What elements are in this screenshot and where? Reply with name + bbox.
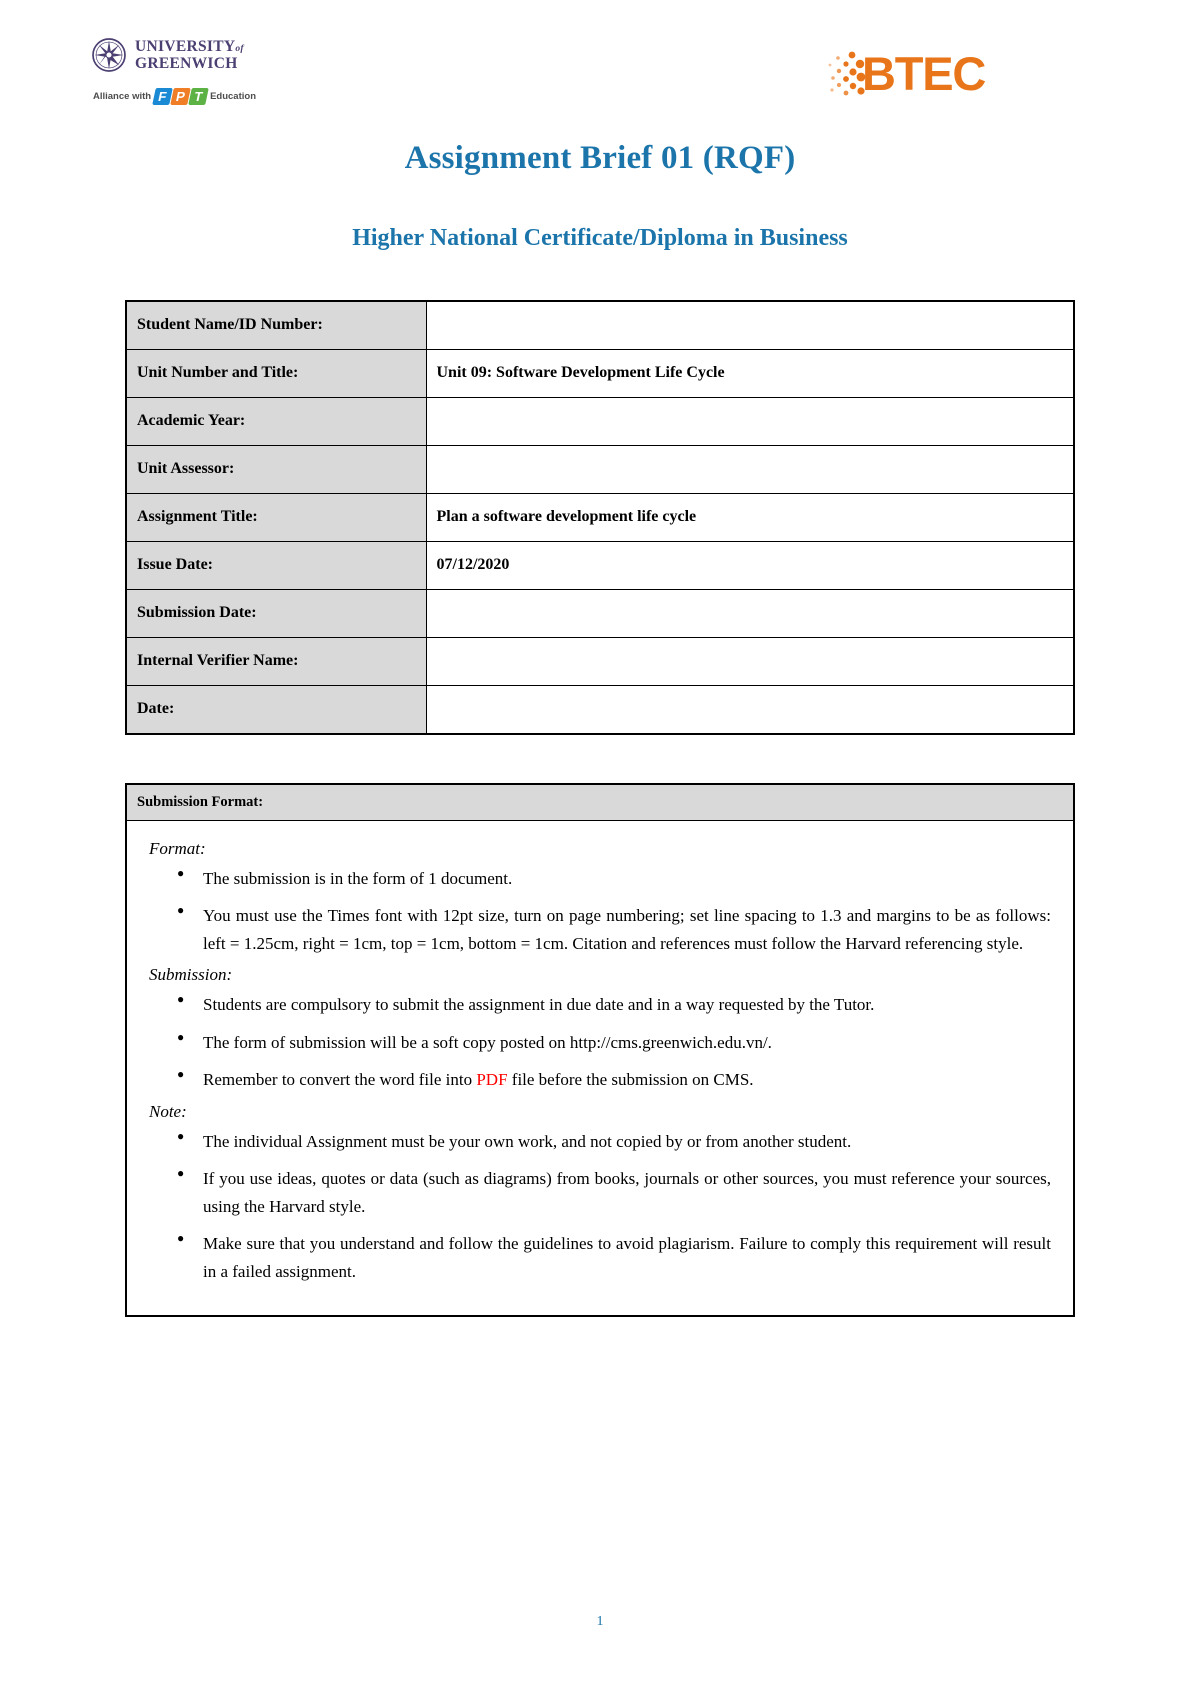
info-label-submission-date: Submission Date: <box>126 589 426 637</box>
submission-format-body-row <box>126 820 1074 1316</box>
compass-rose-icon <box>92 38 126 72</box>
university-logo-line2: GREENWICH <box>135 54 238 72</box>
pdf-item-text-after: file before the submission on CMS. <box>507 1070 754 1090</box>
info-label-internal-verifier: Internal Verifier Name: <box>126 637 426 685</box>
page-subtitle: Higher National Certificate/Diploma in Business <box>352 225 848 251</box>
section-label-note: Note: <box>149 1101 187 1121</box>
submission-format-table <box>125 783 1075 1317</box>
fpt-prefix-label: Alliance with <box>93 91 152 102</box>
info-value-student-name[interactable] <box>426 301 1074 349</box>
section-label-submission: Submission: <box>149 965 233 985</box>
info-label-academic-year: Academic Year: <box>126 397 426 445</box>
info-label-student-name: Student Name/ID Number: <box>126 301 426 349</box>
university-of-greenwich-logo <box>92 38 244 72</box>
list-item: ● The form of submission will be a soft copy posted on http://cms.greenwich.edu.vn/. <box>201 1029 1051 1057</box>
pixel-dots-icon <box>822 51 866 97</box>
info-value-unit-assessor[interactable] <box>426 445 1074 493</box>
table-row <box>126 589 1074 637</box>
info-label-assignment-title: Assignment Title: <box>126 493 426 541</box>
info-value-internal-verifier[interactable] <box>426 637 1074 685</box>
list-item: ● Make sure that you understand and follow the guidelines to avoid plagiarism. Failure to comply this requirement will result in a failed assignment. <box>201 1230 1051 1285</box>
submission-format-body <box>126 820 1074 1316</box>
info-value-date[interactable] <box>426 685 1074 734</box>
page-number: 1 <box>596 1614 604 1629</box>
list-item: ● If you use ideas, quotes or data (such as diagrams) from books, journals or other sources, you must reference your sources, using the Harvard style. <box>201 1165 1051 1220</box>
list-item: ● Students are compulsory to submit the assignment in due date and in a way requested by the Tutor. <box>201 991 1051 1019</box>
info-value-unit-number[interactable]: Unit 09: Software Development Life Cycle <box>426 349 1074 397</box>
list-item: ● The individual Assignment must be your own work, and not copied by or from another student. <box>201 1128 1051 1156</box>
table-row <box>126 349 1074 397</box>
format-bullet-list <box>149 865 1051 958</box>
table-row <box>126 397 1074 445</box>
btec-logo <box>822 47 986 100</box>
info-label-issue-date: Issue Date: <box>126 541 426 589</box>
table-row <box>126 637 1074 685</box>
assignment-info-table <box>125 300 1075 735</box>
fpt-education-logo <box>93 88 256 105</box>
fpt-letter-marks <box>154 88 207 105</box>
list-item <box>201 1066 1051 1094</box>
submission-format-header-row <box>126 784 1074 820</box>
pdf-item-text-before: Remember to convert the word file into <box>203 1070 477 1090</box>
submission-bullet-list <box>149 991 1051 1094</box>
university-logo-text <box>135 39 244 71</box>
fpt-letter-f: F <box>152 88 173 105</box>
section-label-format: Format: <box>149 838 206 858</box>
university-logo-of: of <box>235 44 244 54</box>
info-label-unit-number: Unit Number and Title: <box>126 349 426 397</box>
info-value-submission-date[interactable] <box>426 589 1074 637</box>
table-row <box>126 541 1074 589</box>
info-value-issue-date[interactable]: 07/12/2020 <box>426 541 1074 589</box>
info-value-academic-year[interactable] <box>426 397 1074 445</box>
table-row <box>126 493 1074 541</box>
table-row <box>126 685 1074 734</box>
btec-wordmark: BTEC <box>862 47 986 100</box>
note-bullet-list <box>149 1128 1051 1286</box>
table-row <box>126 301 1074 349</box>
table-row <box>126 445 1074 493</box>
university-logo-line1: UNIVERSITYof <box>135 38 244 55</box>
fpt-letter-t: T <box>188 88 209 105</box>
fpt-letter-p: P <box>170 88 191 105</box>
page-header <box>0 0 1200 118</box>
info-value-assignment-title[interactable]: Plan a software development life cycle <box>426 493 1074 541</box>
page-title: Assignment Brief 01 (RQF) <box>404 140 796 176</box>
fpt-suffix-label: Education <box>210 91 256 102</box>
info-label-unit-assessor: Unit Assessor: <box>126 445 426 493</box>
submission-format-heading: Submission Format: <box>126 784 1074 820</box>
pdf-keyword: PDF <box>476 1070 508 1090</box>
info-label-date: Date: <box>126 685 426 734</box>
list-item: ● The submission is in the form of 1 document. <box>201 865 1051 893</box>
list-item: ● You must use the Times font with 12pt size, turn on page numbering; set line spacing to 1.3 and margins to be as follows: left = 1.25cm, right = 1cm, top = 1cm, bottom = 1cm. Citation and references must follow the Harvard referencing style. <box>201 902 1051 957</box>
